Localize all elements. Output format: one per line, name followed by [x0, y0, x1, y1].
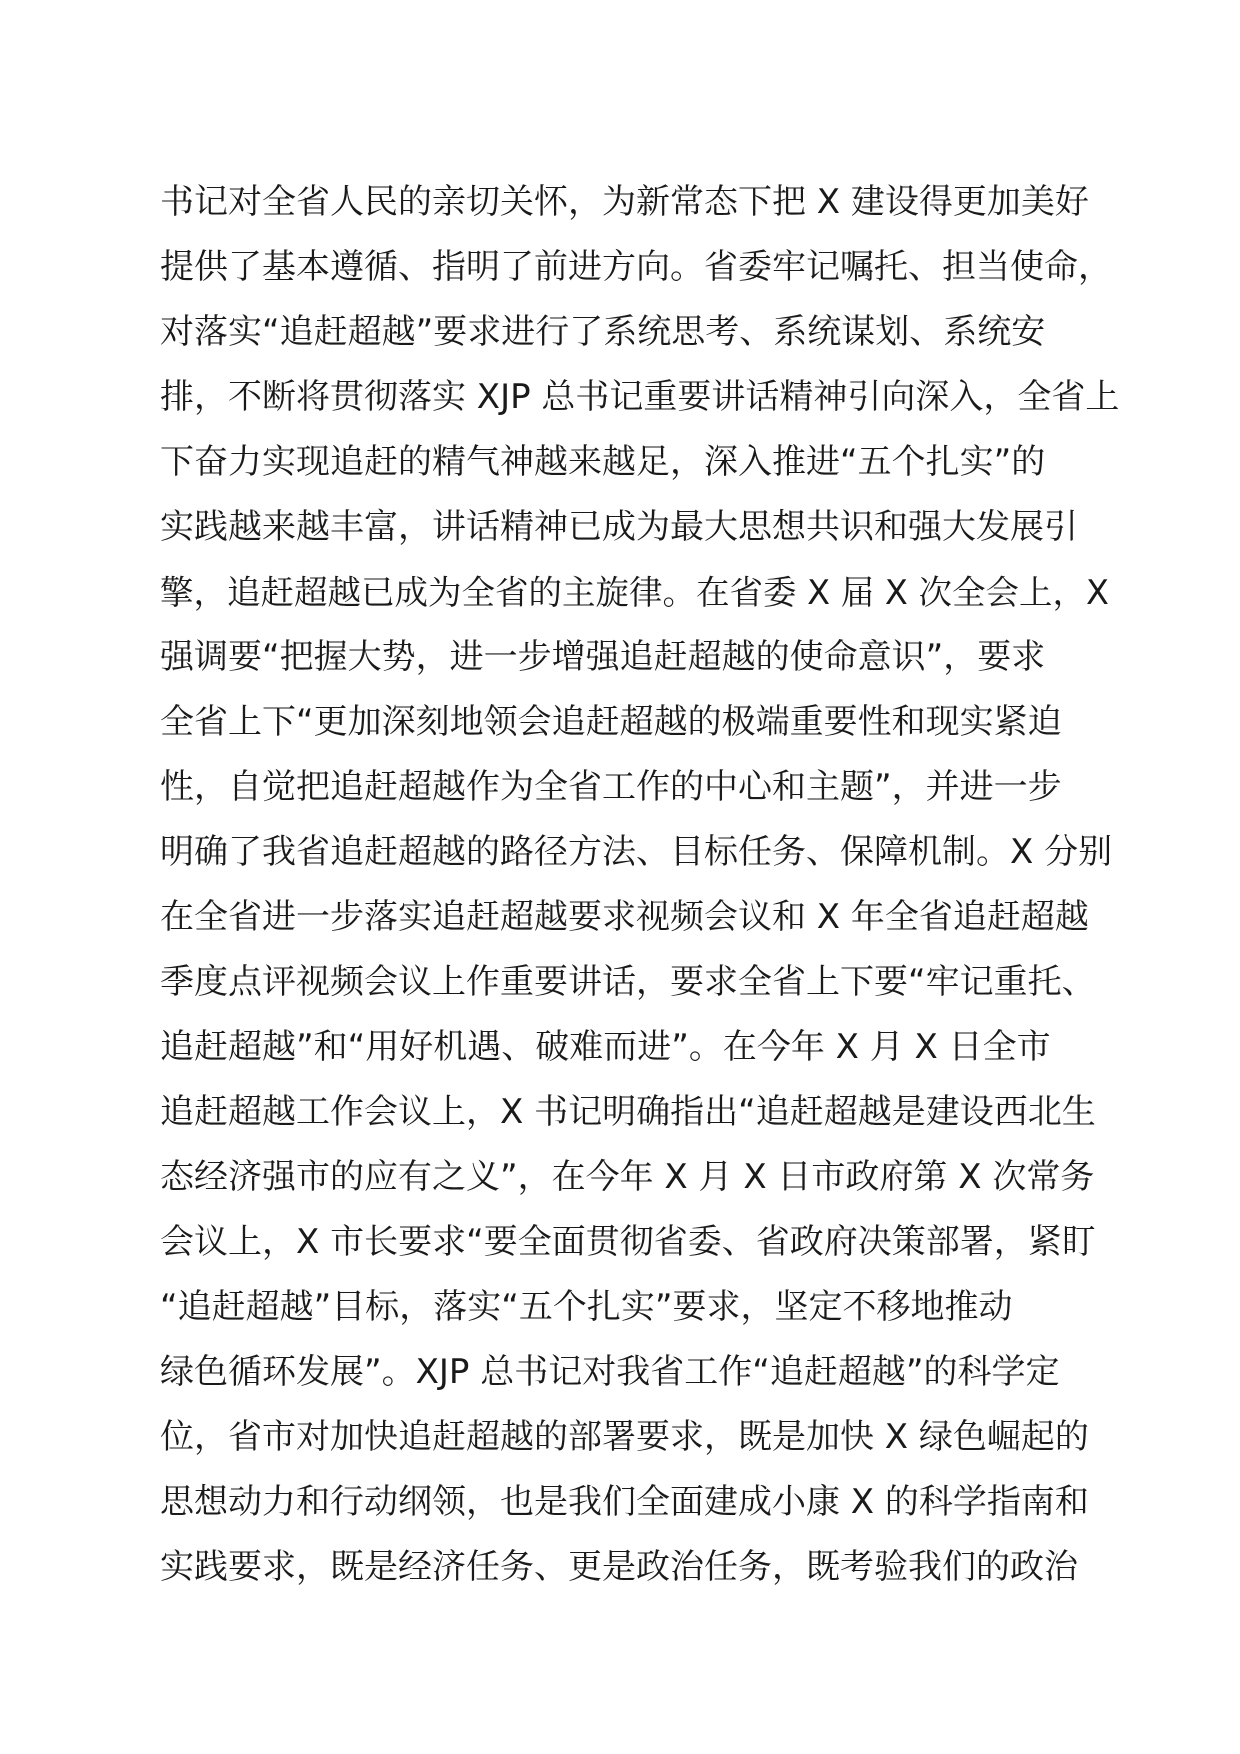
text-line: 性，自觉把追赶超越作为全省工作的中心和主题”，并进一步: [160, 767, 1062, 807]
text-line: 实践越来越丰富，讲话精神已成为最大思想共识和强大发展引: [160, 507, 1078, 547]
text-line: 会议上，X 市长要求“要全面贯彻省委、省政府决策部署，紧盯: [160, 1222, 1096, 1262]
text-line: 明确了我省追赶超越的路径方法、目标任务、保障机制。X 分别: [160, 832, 1113, 872]
text-line: “追赶超越”目标，落实“五个扎实”要求，坚定不移地推动: [160, 1287, 1013, 1327]
text-line: 书记对全省人民的亲切关怀，为新常态下把 X 建设得更加美好: [160, 182, 1089, 222]
text-line: 季度点评视频会议上作重要讲话，要求全省上下要“牢记重托、: [160, 962, 1096, 1002]
text-line: 实践要求，既是经济任务、更是政治任务，既考验我们的政治: [160, 1547, 1078, 1587]
text-line: 追赶超越工作会议上，X 书记明确指出“追赶超越是建设西北生: [160, 1092, 1096, 1132]
text-line: 思想动力和行动纲领，也是我们全面建成小康 X 的科学指南和: [160, 1482, 1089, 1522]
text-line: 擎，追赶超越已成为全省的主旋律。在省委 X 届 X 次全会上，X: [160, 573, 1109, 612]
text-line: 位，省市对加快追赶超越的部署要求，既是加快 X 绿色崛起的: [160, 1417, 1089, 1457]
text-line: 全省上下“更加深刻地领会追赶超越的极端重要性和现实紧迫: [160, 702, 1062, 742]
text-line: 排，不断将贯彻落实 XJP 总书记重要讲话精神引向深入，全省上: [160, 377, 1120, 417]
text-line: 绿色循环发展”。XJP 总书记对我省工作“追赶超越”的科学定: [160, 1352, 1060, 1392]
text-line: 下奋力实现追赶的精气神越来越足，深入推进“五个扎实”的: [160, 442, 1046, 482]
body-paragraph: [160, 170, 1120, 1600]
text-line: 强调要“把握大势，进一步增强追赶超越的使命意识”，要求: [160, 637, 1046, 677]
text-line: 提供了基本遵循、指明了前进方向。省委牢记嘱托、担当使命，: [160, 247, 1112, 287]
text-line: 追赶超越”和“用好机遇、破难而进”。在今年 X 月 X 日全市: [160, 1027, 1051, 1067]
text-line: 对落实“追赶超越”要求进行了系统思考、系统谋划、系统安: [160, 312, 1046, 352]
text-line: 在全省进一步落实追赶超越要求视频会议和 X 年全省追赶超越: [160, 897, 1089, 937]
text-line: 态经济强市的应有之义”，在今年 X 月 X 日市政府第 X 次常务: [160, 1157, 1095, 1197]
